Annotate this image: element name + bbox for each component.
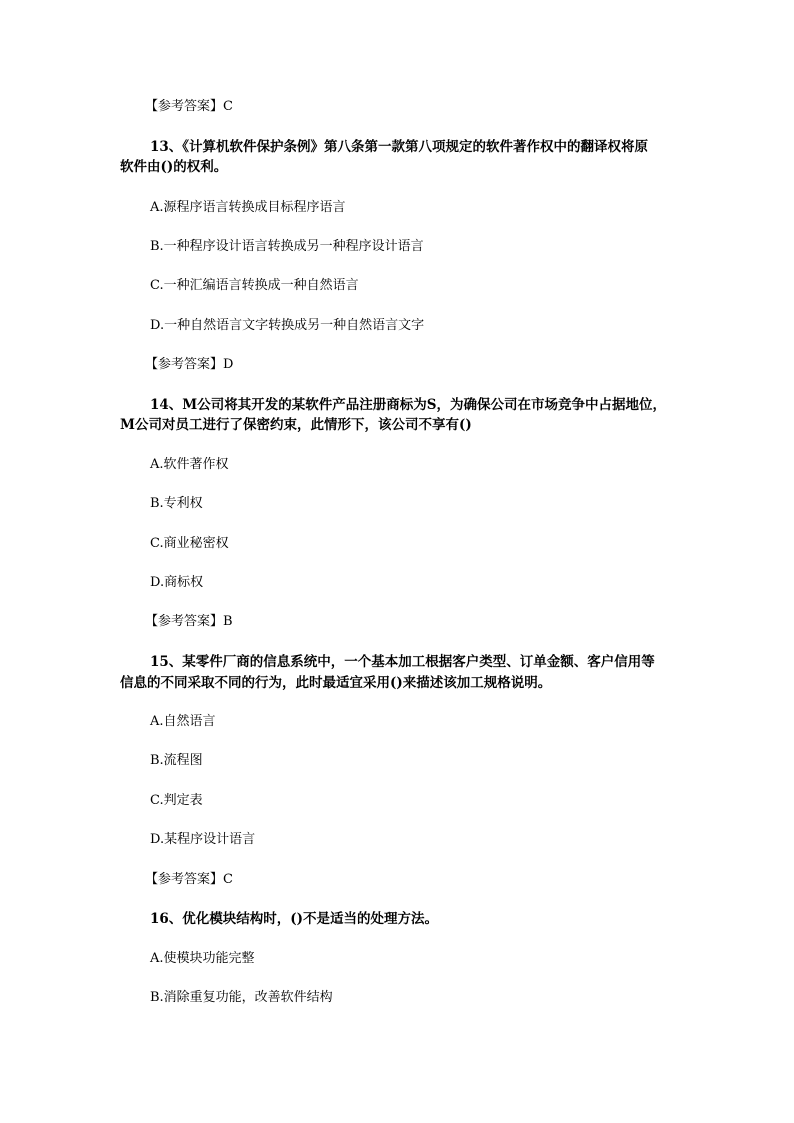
option-14-a: A.软件著作权 [150,457,229,472]
question-13-line-2: 软件由()的权利。 [120,159,228,175]
option-13-b: B.一种程序设计语言转换成另一种程序设计语言 [150,239,424,254]
option-16-a: A.使模块功能完整 [150,951,255,966]
option-15-d: D.某程序设计语言 [150,832,256,847]
option-15-c: C.判定表 [150,793,203,808]
option-13-a: A.源程序语言转换成目标程序语言 [150,200,346,215]
option-14-c: C.商业秘密权 [150,536,229,551]
option-14-d: D.商标权 [150,575,204,590]
answer-q14: 【参考答案】B [145,614,233,629]
option-13-c: C.一种汇编语言转换成一种自然语言 [150,278,359,293]
answer-q12: 【参考答案】C [145,99,233,114]
question-14-line-1: 14、M公司将其开发的某软件产品注册商标为S，为确保公司在市场竞争中占据地位， [150,397,666,413]
question-14-line-2: M公司对员工进行了保密约束，此情形下，该公司不享有() [120,417,472,433]
option-15-b: B.流程图 [150,753,203,768]
option-13-d: D.一种自然语言文字转换成另一种自然语言文字 [150,318,425,333]
question-16-line-1: 16、优化模块结构时，()不是适当的处理方法。 [150,911,439,927]
option-14-b: B.专利权 [150,496,203,511]
question-15-line-2: 信息的不同采取不同的行为，此时最适宜采用()来描述该加工规格说明。 [120,675,552,691]
question-13-line-1: 13、《计算机软件保护条例》第八条第一款第八项规定的软件著作权中的翻译权将原 [150,139,649,155]
option-15-a: A.自然语言 [150,714,216,729]
answer-q15: 【参考答案】C [145,872,233,887]
question-15-line-1: 15、某零件厂商的信息系统中，一个基本加工根据客户类型、订单金额、客户信用等 [150,654,655,670]
option-16-b: B.消除重复功能，改善软件结构 [150,990,333,1005]
answer-q13: 【参考答案】D [145,357,234,372]
